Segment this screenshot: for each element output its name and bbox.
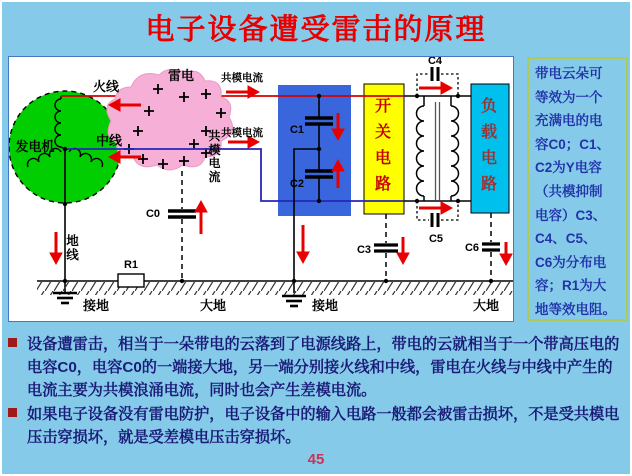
c3-label: C3 bbox=[356, 244, 372, 256]
midpoint-earth-down-arrow bbox=[297, 225, 309, 263]
bullet-item bbox=[8, 333, 624, 402]
c5-capacitor bbox=[432, 213, 438, 227]
side-note-line: 容；R1为大 bbox=[535, 278, 607, 294]
page-number: 45 bbox=[307, 451, 325, 468]
c6-down-arrow bbox=[500, 242, 512, 265]
bullet-text: 如果电子设备没有雷电防护，电子设备中的输入电路一般都会被雷击损坏，不是受共模电压击穿损坏，就是受差模电压击穿损坏。 bbox=[27, 406, 620, 446]
earth-right-label: 大地 bbox=[473, 298, 500, 313]
earth-hatching bbox=[37, 282, 513, 295]
ground-wire-label: 地线 bbox=[66, 234, 79, 262]
cm-current-mid-label: 共模电流 bbox=[221, 127, 263, 139]
c4-label: C4 bbox=[427, 57, 443, 67]
c5-label: C5 bbox=[428, 233, 444, 245]
switch-circuit-label: 开关电路 bbox=[374, 98, 391, 193]
bullet-square-icon bbox=[8, 338, 17, 347]
c5-right-arrow bbox=[419, 202, 452, 214]
c0-label: C0 bbox=[145, 208, 161, 220]
r1-resistor bbox=[118, 274, 144, 287]
side-note-line: C6为分布电 bbox=[535, 254, 607, 270]
c0-capacitor bbox=[168, 171, 196, 281]
neutral-wire-label: 中线 bbox=[95, 133, 123, 148]
grounding-left-label: 接地 bbox=[83, 298, 110, 313]
grounding-mid-label: 接地 bbox=[312, 298, 339, 313]
lightning-label: 雷电 bbox=[167, 68, 195, 83]
live-wire-label: 火线 bbox=[92, 79, 120, 94]
bullet-square-icon bbox=[8, 408, 17, 417]
c4-right-arrow bbox=[419, 82, 452, 94]
side-note-line: 电容）C3、 bbox=[535, 207, 607, 223]
bullet-item bbox=[8, 403, 624, 449]
side-note-line: （共模抑制 bbox=[535, 183, 603, 199]
diagram-panel bbox=[8, 56, 514, 322]
circuit-diagram bbox=[9, 57, 513, 321]
c1-label: C1 bbox=[289, 124, 305, 136]
cm-current-top-label: 共模电流 bbox=[221, 72, 263, 84]
load-circuit-label: 负载电路 bbox=[480, 98, 497, 193]
bullet-text: 设备遭雷击，相当于一朵带电的云落到了电源线路上，带电的云就相当于一个带高压电的电容C0，电容C0的一端接大地，另一端分别接火线和中线，雷电在火线与中线中产生的电流主要为共模浪涌电流，同时也会产生差模电流。 bbox=[27, 336, 620, 399]
y-capacitor-box bbox=[278, 85, 351, 216]
side-note-line: 等效为一个 bbox=[535, 89, 603, 105]
c2-label: C2 bbox=[289, 178, 305, 190]
side-note-line: 带电云朵可 bbox=[535, 66, 603, 81]
c3-capacitor bbox=[374, 214, 398, 281]
c3-down-arrow bbox=[397, 237, 409, 264]
c6-capacitor bbox=[482, 213, 500, 281]
cm-current-vertical-label: 共模电流 bbox=[208, 129, 221, 184]
transformer bbox=[417, 96, 459, 201]
c6-label: C6 bbox=[464, 242, 480, 254]
generator-label: 发电机 bbox=[15, 139, 55, 154]
side-note-line: 容C0；C1、 bbox=[535, 136, 611, 152]
earth-symbol-mid bbox=[282, 296, 306, 306]
ground-wire-down-arrow bbox=[50, 232, 62, 264]
side-note-line: 充满电的电 bbox=[535, 113, 603, 129]
page-title: 电子设备遭受雷击的原理 bbox=[145, 14, 487, 46]
side-note-line: C4、C5、 bbox=[535, 231, 597, 247]
side-note-box bbox=[527, 57, 628, 321]
c4-capacitor bbox=[432, 67, 438, 81]
earth-mid-label: 大地 bbox=[200, 298, 227, 313]
side-note-line: 地等效电阻。 bbox=[535, 301, 616, 317]
r1-label: R1 bbox=[123, 259, 139, 271]
c0-up-arrow bbox=[195, 201, 207, 234]
side-note-line: C2为Y电容 bbox=[535, 160, 602, 176]
